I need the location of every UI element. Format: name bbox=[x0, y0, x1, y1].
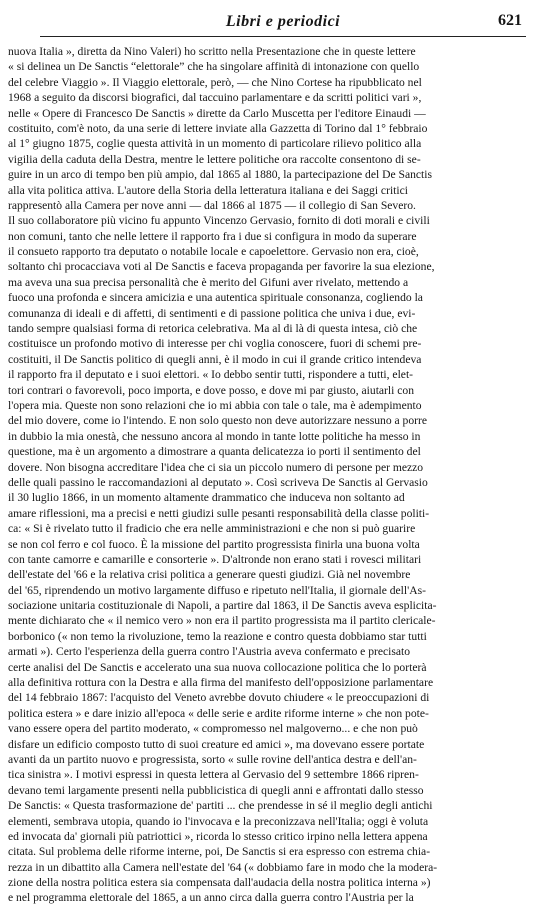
text-line: comunanza di ideali e di affetti, di sentimenti e di passione politica che univa i due, evi- bbox=[8, 306, 416, 320]
text-line: il rapporto fra il deputato e i suoi elettori. « Io debbo sentir tutti, rispondere a tutti, elet- bbox=[8, 368, 414, 382]
text-line: costituiti, il De Sanctis politico di quegli anni, è il modo in cui il grande critico intendeva bbox=[8, 352, 422, 366]
text-line: tica sinistra ». I motivi espressi in questa lettera al Gervasio del 9 settembre 1866 ripren- bbox=[8, 768, 419, 782]
text-line: costituito, com'è noto, da una serie di lettere inviate alla Gazzetta di Torino dal 1° febbraio bbox=[8, 121, 428, 135]
text-line: dell'estate del '66 e la relativa crisi politica a generare questi giudizi. Già nel novembre bbox=[8, 568, 411, 582]
text-line: non comuni, tanto che nelle lettere il rapporto fra i due si configura in modo da superare bbox=[8, 229, 417, 243]
text-line: « si delinea un De Sanctis “elettorale” che ha singolare affinità di intonazione con quello bbox=[8, 60, 420, 74]
text-line: guire in un arco di tempo ben più ampio, dal 1865 al 1880, la partecipazione del De Sanctis bbox=[8, 168, 433, 182]
body-text bbox=[8, 44, 534, 906]
text-line: sociazione unitaria costituzionale di Napoli, a partire dal 1863, il De Sanctis aveva esplicita- bbox=[8, 599, 437, 613]
text-line: fuoco una profonda e sincera amicizia e una autentica spirituale consonanza, cogliendo la bbox=[8, 291, 423, 305]
text-line: politica estera » e dare inizio all'epoca « delle serie e ardite riforme interne » che non pote- bbox=[8, 706, 429, 720]
page-number: 621 bbox=[498, 12, 522, 29]
text-line: rezza in un dibattito alla Camera nell'estate del '64 (« dobbiamo fare in modo che la modera- bbox=[8, 860, 438, 874]
text-line: del celebre Viaggio ». Il Viaggio elettorale, però, — che Nino Cortese ha ripubblicato nel bbox=[8, 75, 422, 89]
text-line: rappresentò alla Camera per nove anni — dal 1866 al 1875 — il collegio di San Severo. bbox=[8, 198, 416, 212]
text-line: alla vita politica attiva. L'autore della Storia della letteratura italiana e dei Saggi critici bbox=[8, 183, 408, 197]
text-line: e nel programma elettorale del 1865, a un anno circa dalla guerra contro l'Austria per la bbox=[8, 891, 414, 905]
text-line: ed invocata da' giornali più patriottici », ricorda lo stesso critico irpino nella lettera appena bbox=[8, 829, 428, 843]
text-line: se non col ferro e col fuoco. È la missione del partito progressista finirla una buona volta bbox=[8, 537, 420, 551]
text-line: alla definitiva rottura con la Destra e alla firma del manifesto dell'opposizione parlamentare bbox=[8, 676, 434, 690]
text-line: avanti da un partito nuovo e progressista, sorto « sulle rovine dell'antica destra e dell'an- bbox=[8, 752, 417, 766]
text-line: nuova Italia », diretta da Nino Valeri) ho scritto nella Presentazione che in queste lettere bbox=[8, 45, 416, 58]
text-line: del 14 febbraio 1867: l'acquisto del Veneto avrebbe dovuto chiudere « le preoccupazioni di bbox=[8, 691, 430, 705]
text-line: con tante camorre e camarille e consorterie ». D'altronde non erano stati i rovesci militari bbox=[8, 552, 422, 566]
text-line: elementi, sembrava utopia, quando io l'invocava e la preconizzava nell'Italia; oggi è voluta bbox=[8, 814, 429, 828]
text-line: ca: « Si è rivelato tutto il fradicio che era nelle amministrazioni e che non si può guarire bbox=[8, 522, 416, 536]
text-line: in dubbio la mia onestà, che nessuno ancora al mondo in tante lotte politiche ha messo in bbox=[8, 429, 421, 443]
text-line: mente dichiarato che « il nemico vero » non era il partito progressista ma il partito clericale- bbox=[8, 614, 436, 628]
text-line: vano essere opera del partito moderato, « compromesso nel malgoverno... e che non può bbox=[8, 722, 418, 736]
text-line: ma aveva una sua precisa personalità che è merito del Gifuni aver rivelato, mettendo a bbox=[8, 275, 409, 289]
text-line: armati »). Certo l'esperienza della guerra contro l'Austria aveva confermato e precisato bbox=[8, 645, 411, 659]
text-line: borbonico (« non temo la rivoluzione, temo la reazione e contro questa dobbiamo star tutti bbox=[8, 629, 427, 643]
text-line: certe analisi del De Sanctis e accelerato una sua nuova collocazione politica che lo porterà bbox=[8, 660, 427, 674]
text-line: vigilia della caduta della Destra, mentre le lettere politiche ora raccolte consentono di se- bbox=[8, 152, 421, 166]
text-line: soltanto chi procacciava voti al De Sanctis e faceva propaganda per favorire la sua elezione, bbox=[8, 260, 435, 274]
text-line: costituisce un profondo motivo di interesse per chi voglia conoscere, fuori di schemi pre- bbox=[8, 337, 422, 351]
text-line: del mio dovere, come io l'intendo. E non solo questo non deve autorizzare nessuno a porre bbox=[8, 414, 428, 428]
text-line: Il suo collaboratore più vicino fu appunto Vincenzo Gervasio, fornito di doti morali e civili bbox=[8, 214, 430, 228]
text-line: devano temi largamente presenti nella pubblicistica di quegli anni e affrontati dallo stesso bbox=[8, 783, 424, 797]
text-line: tando sempre qualsiasi forma di retorica celebrativa. Ma al di là di questa intesa, ciò che bbox=[8, 322, 418, 336]
text-line: al 1° giugno 1875, coglie questa attività in un momento di particolare rilievo politico alla bbox=[8, 137, 422, 151]
text-line: dovere. Non bisogna accreditare l'idea che ci sia un piccolo numero di persone per mezzo bbox=[8, 460, 424, 474]
text-line: disfare un edificio composto tutto di suoi creature ed amici », ma dovevano essere portate bbox=[8, 737, 425, 751]
text-line: questione, ma è un argomento a dimostrare a quanta delicatezza io porti il sentimento del bbox=[8, 445, 421, 459]
text-line: il 30 luglio 1866, in un momento altamente drammatico che induceva non soltanto ad bbox=[8, 491, 405, 505]
running-header bbox=[40, 10, 526, 37]
text-line: citata. Sul problema delle riforme interne, poi, De Sanctis si era espresso con estrema chia- bbox=[8, 845, 431, 859]
text-line: del '65, riprendendo un motivo largamente diffuso e ripetuto nell'Italia, il giornale dell'As- bbox=[8, 583, 426, 597]
text-line: tori contrari o favorevoli, poco importa, e dove posso, e dove mi par giusto, aiutarli con bbox=[8, 383, 414, 397]
text-line: nelle « Opere di Francesco De Sanctis » dirette da Carlo Muscetta per l'editore Einaudi — bbox=[8, 106, 426, 120]
text-line: l'opera mia. Queste non sono relazioni che io mi abbia con tale o tale, ma è adempimento bbox=[8, 398, 422, 412]
text-line: De Sanctis: « Questa trasformazione de' partiti ... che prendesse in sé il meglio degli antichi bbox=[8, 799, 433, 813]
text-line: delle quali passino le raccomandazioni al deputato ». Così scriveva De Sanctis al Gervasio bbox=[8, 475, 428, 489]
text-line: amare riflessioni, ma a precisi e netti giudizi sulle pesanti responsabilità della classe politi- bbox=[8, 506, 430, 520]
text-line: 1968 a seguito da discorsi biografici, dal taccuino parlamentare e da scritti politici vari », bbox=[8, 91, 422, 105]
text-line: zione della nostra politica estera sia compensata dall'audacia della nostra politica interna ») bbox=[8, 876, 431, 890]
running-title: Libri e periodici bbox=[225, 13, 341, 30]
text-line: il consueto rapporto tra deputato o notabile locale e capoelettore. Gervasio non era, cioè, bbox=[8, 245, 419, 259]
